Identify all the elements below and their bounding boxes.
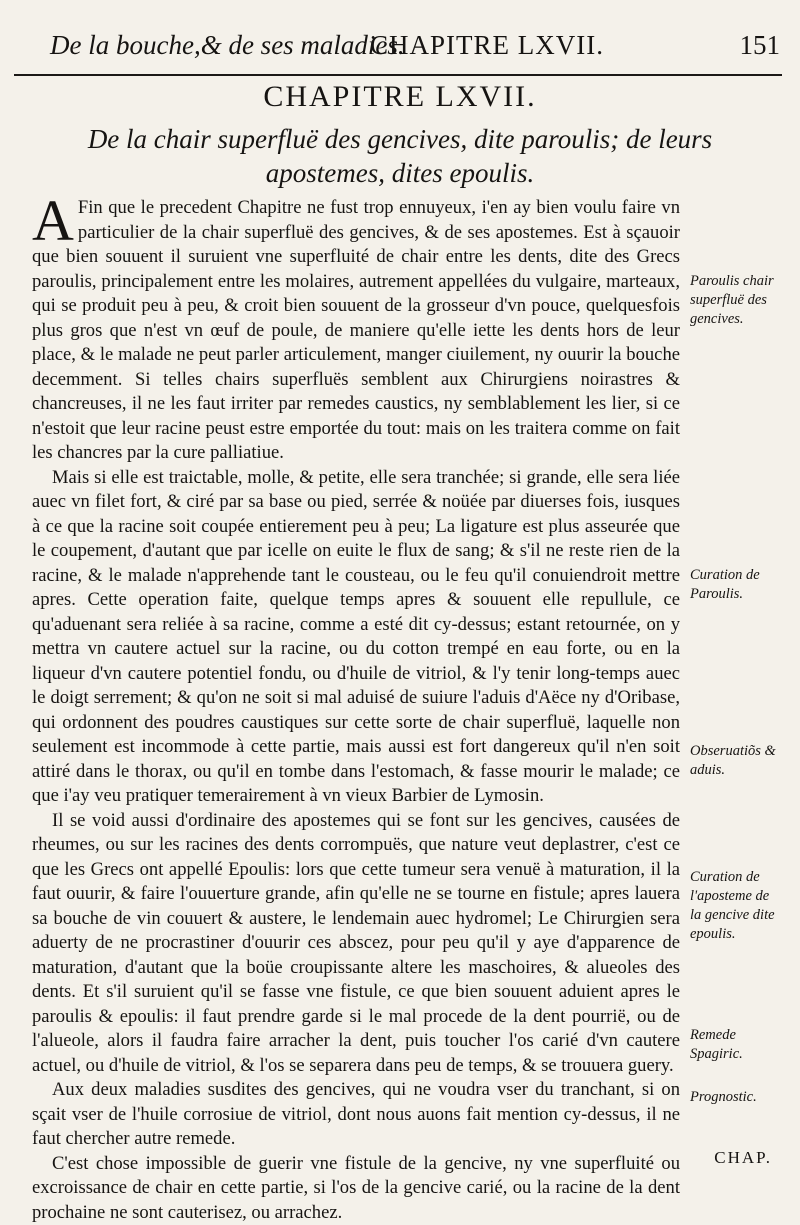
margin-note-observations: Obseruatiõs & aduis. <box>690 742 782 780</box>
chapter-subtitle <box>0 122 800 190</box>
margin-note-curation-paroulis: Curation de Paroulis. <box>690 566 782 604</box>
subtitle-line-1: De la chair superfluë des gencives, dite paroulis; de leurs <box>0 122 800 156</box>
chapter-title: CHAPITRE LXVII. <box>0 80 800 114</box>
page-header <box>50 26 780 70</box>
paragraph-5: C'est chose impossible de guerir vne fistule de la gencive, ny vne superfluité ou excroissance de chair en cette partie, si l'os de la gencive carié, ou la racine de la dent prochaine ne sont cauterisez, ou arrachez. <box>32 1152 680 1225</box>
paragraph-1-text: Fin que le precedent Chapitre ne fust trop ennuyeux, i'en ay bien voulu faire vn particulier de la chair superfluë des gencives, & de ses apostemes. Est à sçauoir que bien souuent il suruient vne superfluité de chair entre les dents, dite des Grecs paroulis, principalement entre les molaires, autrement appellées du vulgaire, marteaux, qui se produit peu à peu, & croit bien souuent de la grosseur d'vn pouce, quelquesfois plus gros que n'est vn œuf de poule, de maniere qu'elle iette les dents hors de leur place, & le malade ne peut parler articulement, manger ciuilement, ny ouurir la bouche decemment. Si telles chairs superfluës semblent aux Chirurgiens noirastres & chancreuses, il ne les faut irriter par remedes caustics, ny semblablement les lier, si ce n'estoit que leur racine peust estre emportée du tout: mais on les traitera comme on fait les chancres par la cure palliatiue. <box>32 197 680 463</box>
page-number: 151 <box>740 30 781 61</box>
margin-note-prognostic: Prognostic. <box>690 1088 782 1107</box>
margin-note-remede-spagiric: Remede Spagiric. <box>690 1026 782 1064</box>
subtitle-line-2: apostemes, dites epoulis. <box>0 156 800 190</box>
catchword: CHAP. <box>714 1148 772 1168</box>
paragraph-2: Mais si elle est traictable, molle, & petite, elle sera tranchée; si grande, elle sera liée auec vn filet fort, & ciré par sa base ou pied, serrée & noüée par diuerses fois, iusques à ce que la racine soit coupée entierement peu à peu; La ligature est plus asseurée que le coupement, d'autant que par icelle on euite le flux de sang; & s'il ne reste rien de la racine, & le malade n'apprehende tant le cousteau, ou le feu qu'il conuiendroit mettre apres. Cette operation faite, quelque temps apres & souuent elle repullule, ce qu'aduenant sera reliée à sa racine, comme a esté dit cy-dessus; estant retournée, on y mettra vn cautere actuel sur la racine, ou du cotton trempé en eau forte, ou en la liqueur d'vn cautere potentiel fondu, ou d'huile de vitriol, & l'y tenir long-temps auec le doigt serrement; & qu'on ne soit si mal aduisé de suiure l'aduis d'Aëce ny d'Oribase, qui ordonnent des poudres caustiques sur cette sorte de chair superfluë, laquelle non seulement est incommode à cette partie, mais aussi est fort dangereux qu'il n'en soit attiré dans le thorax, ou qu'il en tombe dans l'estomach, & fasse mourir le malade; ce que i'ay veu pratiquer temerairement à vn vieux Barbier de Lymosin. <box>32 466 680 809</box>
header-rule <box>14 74 782 76</box>
paragraph-4: Aux deux maladies susdites des gencives, qui ne voudra vser du tranchant, si on sçait vser de l'huile corrosiue de vitriol, dont nous auons fait mention cy-dessus, il ne faut chercher autre remede. <box>32 1078 680 1152</box>
margin-note-paroulis: Paroulis chair superfluë des gencives. <box>690 272 782 329</box>
margin-note-curation-epoulis: Curation de l'aposteme de la gencive dite epoulis. <box>690 868 782 944</box>
body-text <box>32 196 680 1225</box>
running-chapter: CHAPITRE LXVII. <box>370 30 604 61</box>
running-head: De la bouche,& de ses maladies. <box>50 30 405 61</box>
paragraph-1 <box>32 196 680 466</box>
paragraph-3: Il se void aussi d'ordinaire des apostemes qui se font sur les gencives, causées de rheumes, ou sur les racines des dents corrompuës, que nature veut deplastrer, c'est ce que les Grecs ont appellé Epoulis: lors que cette tumeur sera venuë à maturation, il la faut ouurir, & faire l'ouuerture grande, afin qu'elle ne se tourne en fistule; apres lauera sa bouche de vin couuert & austere, le lendemain auec hydromel; Le Chirurgien sera aduerty de ne procrastiner d'ouurir ces abscez, pour peu qu'il y aye d'apparence de maturation, d'autant que la boüe croupissante altere les maschoires, & alueoles des dents. Et s'il suruient qu'il se fasse vne fistule, ce que bien souuent aduient apres le paroulis & epoulis: il faut prendre garde si le mal procede de la dent pourriё, ou de l'alueole, alors il faudra faire arracher la dent, puis toucher l'os carié d'vn cautere actuel, ou d'huile de vitriol, & l'os se separera dans peu de temps, & se trouuera guery. <box>32 809 680 1079</box>
drop-cap: A <box>32 198 74 244</box>
